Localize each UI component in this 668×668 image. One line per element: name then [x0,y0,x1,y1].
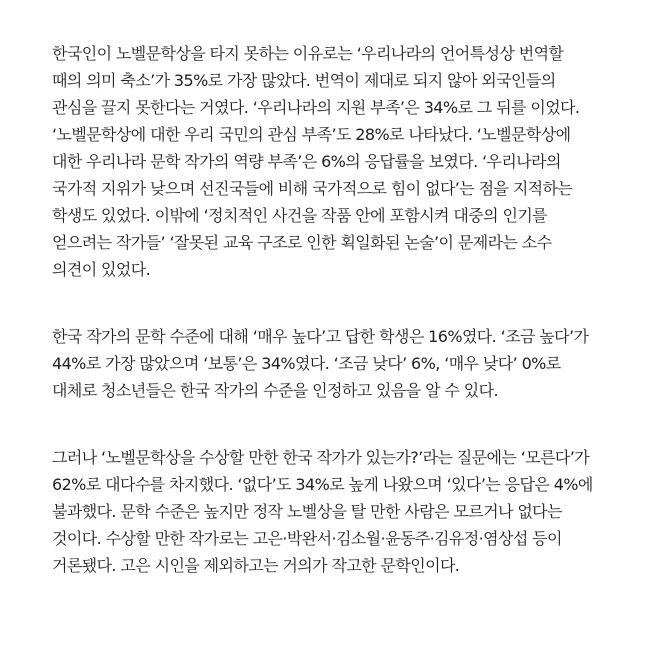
text-line: 그러나 ‘노벨문학상을 수상할 만한 한국 작가가 있는가?’라는 질문에는 ‘모른다’가 [52,448,590,467]
article-body [52,40,632,579]
text-line: 거론됐다. 고은 시인을 제외하고는 거의가 작고한 문학인이다. [52,556,460,575]
text-line: 44%로 가장 많았으며 ‘보통’은 34%였다. ‘조금 낮다’ 6%, ‘매우 낮다’ 0%로 [52,354,561,373]
text-line: 국가적 지위가 낮으며 선진국들에 비해 국가적으로 힘이 없다’는 점을 지적하는 [52,179,573,198]
paragraph-reasons [52,40,632,283]
text-line: 한국인이 노벨문학상을 타지 못하는 이유로는 ‘우리나라의 언어특성상 번역할 [52,44,564,63]
text-line: 불과했다. 문학 수준은 높지만 정작 노벨상을 탈 만한 사람은 모르거나 없다는 [52,502,562,521]
text-line: 대한 우리나라 문학 작가의 역량 부족’은 6%의 응답률을 보였다. ‘우리나라의 [52,152,561,171]
text-line: 얻으려는 작가들’ ‘잘못된 교육 구조로 인한 획일화된 논술’이 문제라는 소수 [52,233,552,252]
text-line: 대체로 청소년들은 한국 작가의 수준을 인정하고 있음을 알 수 있다. [52,381,498,400]
text-line: 관심을 끌지 못한다는 거였다. ‘우리나라의 지원 부족’은 34%로 그 뒤를 이었다. [52,98,580,117]
text-line: 의견이 있었다. [52,260,151,279]
text-line: 한국 작가의 문학 수준에 대해 ‘매우 높다’고 답한 학생은 16%였다. ‘조금 높다’가 [52,327,589,346]
paragraph-literary-level [52,323,632,404]
text-line: 학생도 있었다. 이밖에 ‘정치적인 사건을 작품 안에 포함시켜 대중의 인기를 [52,206,548,225]
text-line: ‘노벨문학상에 대한 우리 국민의 관심 부족’도 28%로 나타났다. ‘노벨문학상에 [52,125,571,144]
text-line: 것이다. 수상할 만한 작가로는 고은·박완서·김소월·윤동주·김유정·염상섭 등이 [52,529,562,548]
text-line: 때의 의미 축소’가 35%로 가장 많았다. 번역이 제대로 되지 않아 외국인들의 [52,71,556,90]
text-line: 62%로 대다수를 차지했다. ‘없다’도 34%로 높게 나왔으며 ‘있다’는 응답은 4%에 [52,475,593,494]
paragraph-candidates [52,444,632,579]
